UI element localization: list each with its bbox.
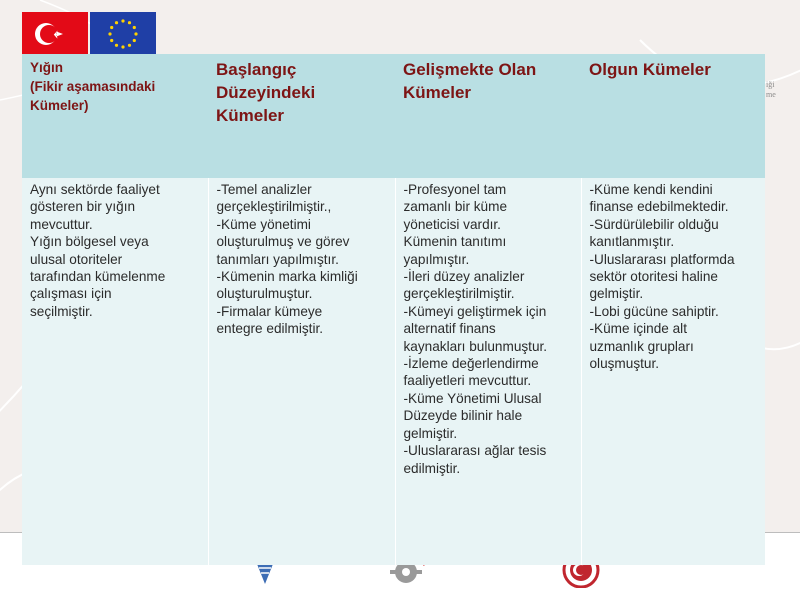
- cell-line: -Sürdürülebilir olduğu: [589, 216, 719, 232]
- header-cell-baslangic: [208, 54, 395, 178]
- header-line: Kümeler: [216, 106, 285, 125]
- cell-line: yapılmıştır.: [403, 251, 470, 267]
- cell-line: Yığın bölgesel veya: [30, 234, 149, 250]
- cell-line: -Küme içinde alt: [589, 321, 687, 337]
- cell-line: gelmiştir.: [589, 286, 644, 302]
- cell-line: -Kümenin marka kimliği: [216, 269, 358, 285]
- header-line: Olgun Kümeler: [589, 60, 711, 79]
- side-partial-text: [766, 80, 776, 100]
- cell-line: ulusal otoriteler: [30, 251, 123, 267]
- header-line: (Fikir aşamasındaki: [30, 79, 156, 94]
- cell-line: gerçekleştirilmiştir.,: [216, 199, 332, 215]
- stages-table: [22, 54, 765, 565]
- side-text-line: me: [766, 90, 776, 99]
- cell-line: kanıtlanmıştır.: [589, 234, 675, 250]
- cell-line: gelmiştir.: [403, 425, 458, 441]
- cell-line: -Küme kendi kendini: [589, 182, 713, 197]
- cell-line: oluşturulmuş ve görev: [216, 234, 350, 250]
- table-header-row: [22, 54, 765, 178]
- cell-line: -Küme yönetimi: [216, 216, 311, 232]
- cell-line: -Kümeyi geliştirmek için: [403, 303, 547, 319]
- header-line: Başlangıç: [216, 60, 297, 79]
- cell-line: Aynı sektörde faaliyet: [30, 182, 160, 197]
- cell-line: mevcuttur.: [30, 216, 93, 232]
- cell-line: kaynakları bulunmuştur.: [403, 338, 548, 354]
- header-line: Gelişmekte Olan: [403, 60, 537, 79]
- ecorys-mark-icon: [256, 562, 274, 586]
- header-cell-gelismekte: [395, 54, 581, 178]
- cell-line: -Uluslararası ağlar tesis: [403, 443, 547, 459]
- cell-line: uzmanlık grupları: [589, 338, 694, 354]
- cell-line: -İleri düzey analizler: [403, 269, 525, 285]
- cell-line: oluşturulmuştur.: [216, 286, 313, 302]
- cell-line: -Temel analizler: [216, 182, 312, 197]
- cell-line: -Profesyonel tam: [403, 182, 507, 197]
- side-text-line: iği: [766, 80, 775, 89]
- header-cell-yigin: [22, 54, 208, 178]
- header-line: Yığın: [30, 60, 63, 75]
- table-cell-gelismekte: [395, 178, 581, 565]
- table-cell-olgun: [581, 178, 765, 565]
- cell-line: seçilmiştir.: [30, 303, 93, 319]
- header-cell-olgun: [581, 54, 765, 178]
- cell-line: tarafından kümelenme: [30, 269, 166, 285]
- table-cell-yigin: [22, 178, 208, 565]
- cell-line: -Uluslararası platformda: [589, 251, 735, 267]
- turkey-flag-icon: [22, 12, 88, 56]
- cell-line: zamanlı bir küme: [403, 199, 507, 215]
- cell-line: Düzeyde bilinir hale: [403, 408, 523, 424]
- table-cell-baslangic: [208, 178, 395, 565]
- cell-line: edilmiştir.: [403, 460, 461, 476]
- cell-line: alternatif finans: [403, 321, 496, 337]
- cell-line: oluşmuştur.: [589, 356, 660, 372]
- cell-line: yöneticisi vardır.: [403, 216, 501, 232]
- cell-line: çalışması için: [30, 286, 112, 302]
- cell-line: -Firmalar kümeye: [216, 303, 323, 319]
- cell-line: -Lobi gücüne sahiptir.: [589, 303, 719, 319]
- cell-line: entegre edilmiştir.: [216, 321, 324, 337]
- header-line: Kümeler: [403, 83, 472, 102]
- cell-line: Kümenin tanıtımı: [403, 234, 507, 250]
- cell-line: sektör otoritesi haline: [589, 269, 718, 285]
- cell-line: -İzleme değerlendirme: [403, 356, 539, 372]
- cell-line: gösteren bir yığın: [30, 199, 136, 215]
- cell-line: -Küme Yönetimi Ulusal: [403, 390, 542, 406]
- cell-line: tanımları yapılmıştır.: [216, 251, 339, 267]
- cell-line: faaliyetleri mevcuttur.: [403, 373, 532, 389]
- header-line: Kümeler): [30, 98, 89, 113]
- table-row: [22, 178, 765, 565]
- cell-line: finanse edebilmektedir.: [589, 199, 729, 215]
- cluster-stages-table: [22, 54, 765, 565]
- eu-flag-icon: [90, 12, 156, 56]
- cell-line: gerçekleştirilmiştir.: [403, 286, 515, 302]
- header-line: Düzeyindeki: [216, 83, 316, 102]
